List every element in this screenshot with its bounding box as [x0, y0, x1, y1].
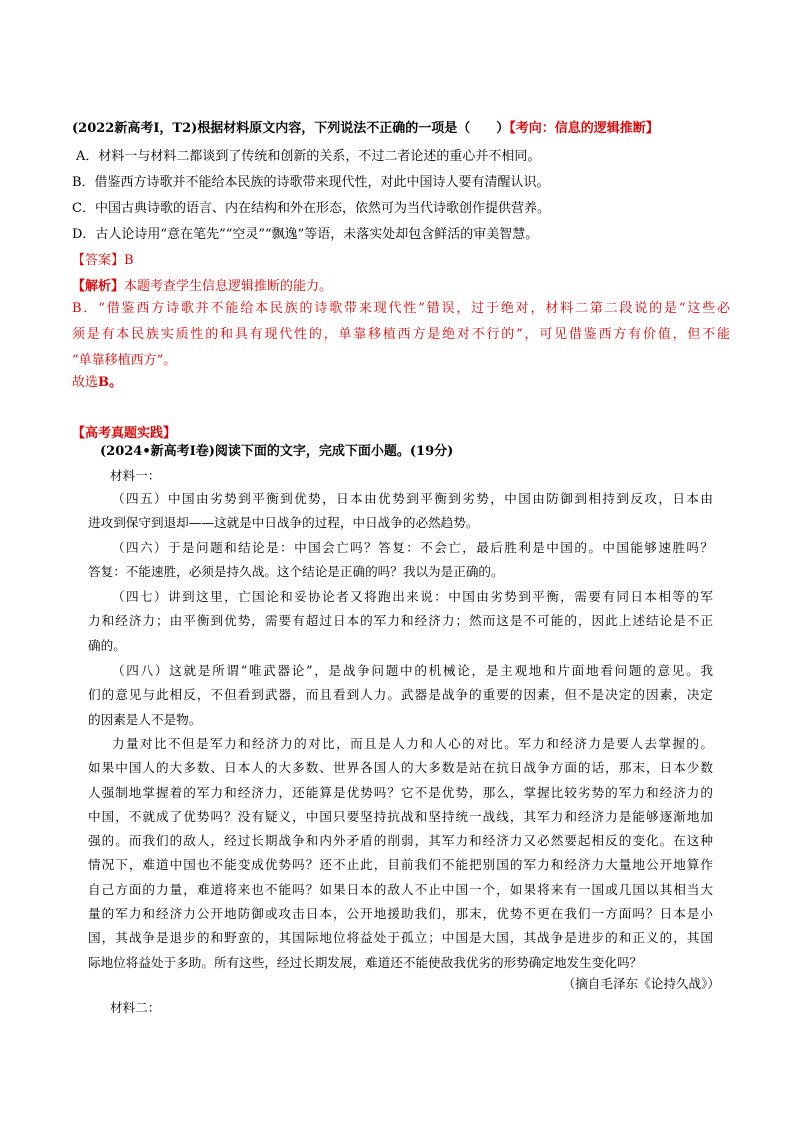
paragraph-line: 人强制地掌握着的军力和经济力，还能算是优势吗？它不是优势，那么，掌握比较劣势的军力和经济力的	[88, 784, 713, 800]
paragraph-line: 的因素是人不是物。	[88, 711, 202, 727]
option-b: B．借鉴西方诗歌并不能给本民族的诗歌带来现代性，对此中国诗人要有清醒认识。	[72, 175, 550, 190]
paragraph-46	[88, 536, 713, 585]
paragraph-line: 量的军力和经济力公开地防御或攻击日本，公开地援助我们，那末，优势不更在我们一方面吗？日本是小	[88, 906, 713, 922]
answer-line: 【答案】B	[72, 253, 134, 268]
paragraph-45	[88, 487, 713, 536]
paragraph-line: 中国，不就成了优势吗？没有疑义，中国只要坚持抗战和坚持统一战线，其军力和经济力是能够逐渐地加	[88, 808, 713, 824]
analysis-line	[72, 278, 332, 296]
material1-label: 材料一：	[110, 468, 161, 483]
paragraph-line: 如果中国人的大多数、日本人的大多数、世界各国人的大多数是站在抗日战争方面的话，那末，日本少数	[88, 760, 713, 776]
paragraph-line: 国，其战争是退步的和野蛮的，其国际地位将益处于孤立；中国是大国，其战争是进步的和正义的，其国	[88, 930, 713, 946]
practice-intro: (2024•新高考Ⅰ卷)阅读下面的文字，完成下面小题。(19分)	[100, 444, 454, 459]
paragraph-line: 强的。而我们的敌人，经过长期战争和内外矛盾的削弱，其军力和经济力又必然要起相反的变化。在这种	[88, 833, 713, 849]
question-stem-line	[72, 120, 659, 138]
paragraph-line: 们的意见与此相反，不但看到武器，而且看到人力。武器是战争的重要的因素，但不是决定的因素，决定	[88, 687, 713, 703]
option-c: C．中国古典诗歌的语言、内在结构和外在形态，依然可为当代诗歌创作提供营养。	[72, 201, 550, 216]
paragraph-line: 情况下，难道中国也不能变成优势吗？还不止此，目前我们不能把别国的军力和经济力大量地公开地算作	[88, 857, 713, 873]
analysis-label: 【解析】	[72, 279, 125, 294]
conclusion-line	[72, 374, 122, 392]
option-d: D．古人论诗用“意在笔先”“空灵”“飘逸”等语，未落实处却包含鲜活的审美智慧。	[72, 227, 539, 242]
explanation-line: B．“借鉴西方诗歌并不能给本民族的诗歌带来现代性”错误，过于绝对，材料二第二段说的是“这些必	[72, 301, 730, 316]
paragraph-line: 自己方面的力量，难道将来也不能吗？如果日本的敌人不止中国一个，如果将来有一国或几国以其相当大	[88, 881, 713, 897]
question-stem: (2022新高考Ⅰ，T2)根据材料原文内容，下列说法不正确的一项是（ ）	[72, 121, 510, 136]
paragraph-line: 力和经济力；由平衡到优势，需要有超过日本的军力和经济力；然而这是不可能的，因此上述结论是不正	[88, 613, 713, 629]
paragraph-line: 际地位将益处于多助。所有这些，经过长期发展，难道还不能使敌我优劣的形势确定地发生变化吗？	[88, 954, 643, 970]
paragraph-line: 进攻到保守到退却——这就是中日战争的过程，中日战争的必然趋势。	[88, 515, 479, 531]
explanation-line: “单靠移植西方”。	[72, 353, 177, 368]
paragraph-line: （四六）于是问题和结论是：中国会亡吗？答复：不会亡，最后胜利是中国的。中国能够速胜吗？	[112, 540, 713, 555]
paragraph-line: （四八）这就是所谓“唯武器论”，是战争问题中的机械论，是主观地和片面地看问题的意见。我	[112, 663, 713, 678]
analysis-text: 本题考查学生信息逻辑推断的能力。	[124, 279, 333, 294]
explanation-line: 须是有本民族实质性的和具有现代性的，单靠移植西方是绝对不行的”，可见借鉴西方有价值，但不能	[72, 327, 730, 342]
conclusion-value: B。	[98, 375, 123, 390]
paragraph-47	[88, 585, 713, 658]
paragraph-line: 答复：不能速胜，必须是持久战。这个结论是正确的吗？我以为是正确的。	[88, 564, 504, 580]
paragraph-line: 确的。	[88, 637, 126, 653]
paragraph-49	[88, 732, 713, 975]
practice-heading: 【高考真题实践】	[72, 426, 177, 441]
paragraph-48	[88, 659, 713, 732]
paragraph-line: （四五）中国由劣势到平衡到优势，日本由优势到平衡到劣势，中国由防御到相持到反攻，日本由	[112, 491, 713, 506]
option-a: A．材料一与材料二都谈到了传统和创新的关系，不过二者论述的重心并不相同。	[76, 149, 541, 164]
conclusion-prefix: 故选	[72, 375, 99, 390]
source-attribution: （摘自毛泽东《论持久战》）	[562, 976, 720, 991]
paragraph-line: 力量对比不但是军力和经济力的对比，而且是人力和人心的对比。军力和经济力是要人去掌握的。	[112, 736, 713, 751]
material2-label: 材料二：	[110, 1000, 161, 1015]
paragraph-line: （四七）讲到这里，亡国论和妥协论者又将跑出来说：中国由劣势到平衡，需要有同日本相等的军	[112, 589, 713, 604]
explanation-paragraph	[72, 296, 730, 374]
question-tag: 【考向：信息的逻辑推断】	[509, 121, 659, 136]
